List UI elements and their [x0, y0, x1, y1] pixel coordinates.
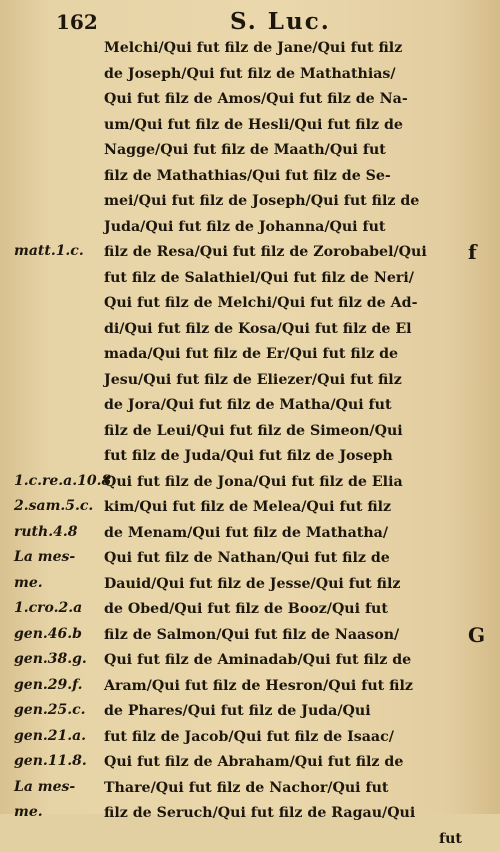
text-line: Qui fut filz de Abraham/Qui fut filz de [104, 750, 462, 776]
text-line: kim/Qui fut filz de Melea/Qui fut filz [104, 495, 462, 521]
margin-note: gen.46.b [14, 626, 104, 642]
text-line: filz de Mathathias/Qui fut filz de Se- [104, 164, 462, 190]
text-line: Jesu/Qui fut filz de Eliezer/Qui fut filz [104, 368, 462, 394]
page-number: 162 [56, 10, 98, 34]
margin-note: ruth.4.8 [14, 524, 104, 540]
text-line: um/Qui fut filz de Hesli/Qui fut filz de [104, 113, 462, 139]
text-line: filz de Seruch/Qui fut filz de Ragau/Qui [104, 801, 462, 827]
text-line: de Menam/Qui fut filz de Mathatha/ [104, 521, 462, 547]
text-line: di/Qui fut filz de Kosa/Qui fut filz de El [104, 317, 462, 343]
text-line: fut filz de Jacob/Qui fut filz de Isaac/ [104, 725, 462, 751]
text-line: Juda/Qui fut filz de Johanna/Qui fut [104, 215, 462, 241]
text-line: Thare/Qui fut filz de Nachor/Qui fut [104, 776, 462, 802]
margin-note: gen.11.8. [14, 753, 104, 769]
margin-note: matt.1.c. [14, 243, 104, 259]
text-line: filz de Salmon/Qui fut filz de Naason/ [104, 623, 462, 649]
margin-note: La mes- [14, 549, 104, 565]
text-line: Qui fut filz de Jona/Qui fut filz de Elia [104, 470, 462, 496]
text-line: de Obed/Qui fut filz de Booz/Qui fut [104, 597, 462, 623]
text-line: filz de Resa/Qui fut filz de Zorobabel/Qui [104, 240, 462, 266]
text-line: fut filz de Salathiel/Qui fut filz de Neri/ [104, 266, 462, 292]
text-line: Melchi/Qui fut filz de Jane/Qui fut filz [104, 36, 462, 62]
text-line: Qui fut filz de Melchi/Qui fut filz de Ad- [104, 291, 462, 317]
margin-note: gen.38.g. [14, 651, 104, 667]
text-line: Aram/Qui fut filz de Hesron/Qui fut filz [104, 674, 462, 700]
text-line: de Jora/Qui fut filz de Matha/Qui fut [104, 393, 462, 419]
margin-note: 2.sam.5.c. [14, 498, 104, 514]
margin-note: 1.c.re.a.10.8 [14, 473, 104, 489]
text-line: fut filz de Juda/Qui fut filz de Joseph [104, 444, 462, 470]
text-line: filz de Leui/Qui fut filz de Simeon/Qui [104, 419, 462, 445]
text-line: fut [104, 827, 462, 852]
body-text [104, 36, 462, 852]
text-line: Dauid/Qui fut filz de Jesse/Qui fut filz [104, 572, 462, 598]
text-line: mei/Qui fut filz de Joseph/Qui fut filz de [104, 189, 462, 215]
margin-note: La mes- [14, 779, 104, 795]
text-line: de Phares/Qui fut filz de Juda/Qui [104, 699, 462, 725]
text-line: Qui fut filz de Aminadab/Qui fut filz de [104, 648, 462, 674]
margin-note: me. [14, 575, 104, 591]
page-header [0, 4, 500, 34]
margin-mark: G [468, 623, 485, 647]
text-line: Nagge/Qui fut filz de Maath/Qui fut [104, 138, 462, 164]
running-head: S. Luc. [230, 8, 331, 35]
margin-mark: f [468, 240, 477, 264]
margin-note: gen.29.f. [14, 677, 104, 693]
margin-note: gen.25.c. [14, 702, 104, 718]
margin-note: 1.cro.2.a [14, 600, 104, 616]
text-line: Qui fut filz de Nathan/Qui fut filz de [104, 546, 462, 572]
text-line: mada/Qui fut filz de Er/Qui fut filz de [104, 342, 462, 368]
text-line: de Joseph/Qui fut filz de Mathathias/ [104, 62, 462, 88]
margin-note: me. [14, 804, 104, 820]
text-line: Qui fut filz de Amos/Qui fut filz de Na- [104, 87, 462, 113]
margin-note: gen.21.a. [14, 728, 104, 744]
